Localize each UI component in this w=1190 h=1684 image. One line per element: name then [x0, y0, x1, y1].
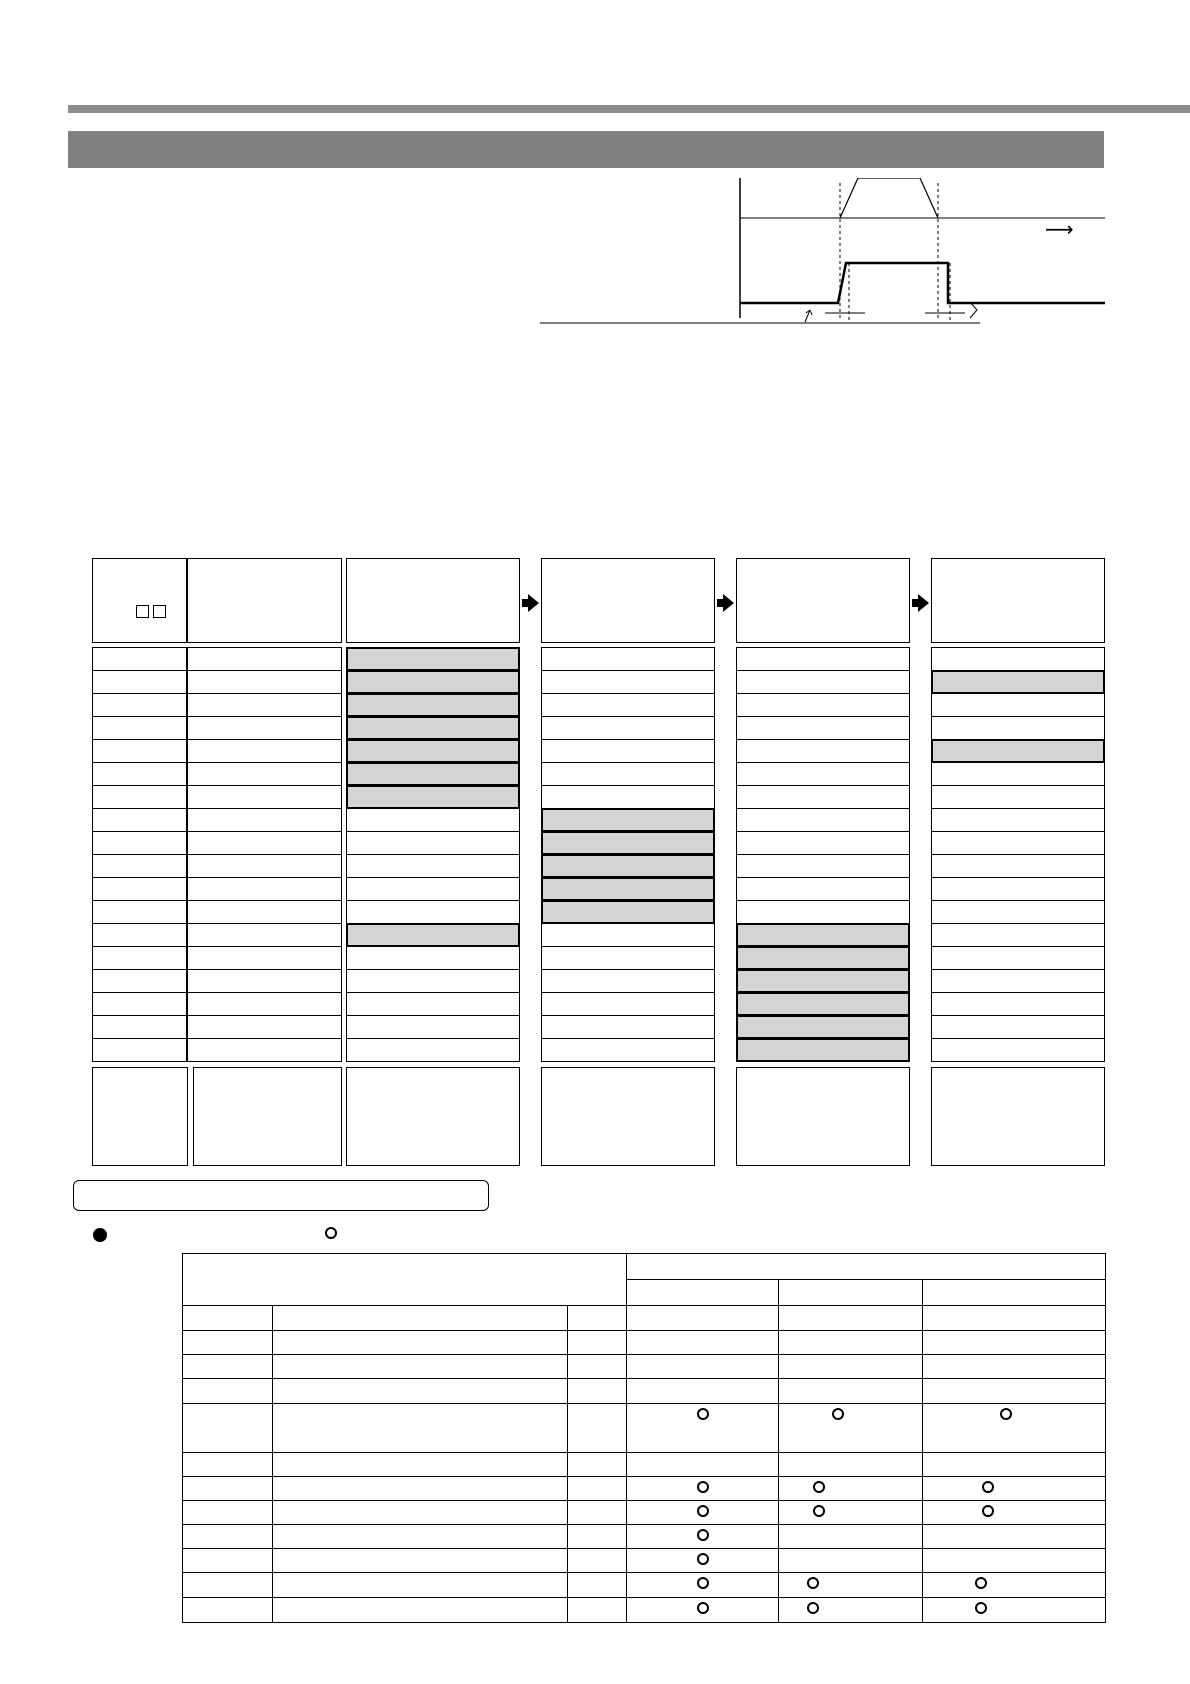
table-rule: [182, 1597, 1105, 1598]
compat-mark-icon: [832, 1408, 844, 1420]
step-cell: [346, 1038, 520, 1062]
step-cell: [541, 808, 715, 832]
item-cell: [187, 693, 342, 717]
row-number-cell: [92, 854, 187, 878]
section-title-bar: [68, 131, 1104, 168]
table-rule: [567, 1305, 568, 1623]
step-cell: [346, 716, 520, 740]
table-rule: [182, 1572, 1105, 1573]
table-rule: [182, 1354, 1105, 1355]
row-number-cell: [92, 946, 187, 970]
step-cell: [346, 647, 520, 671]
step-cell: [541, 923, 715, 947]
step-cell: [541, 969, 715, 993]
compat-mark-icon: [982, 1505, 994, 1517]
step-cell: [346, 693, 520, 717]
step-cell: [541, 992, 715, 1016]
row-number-cell: [92, 762, 187, 786]
placeholder-box: [136, 605, 149, 618]
row-number-cell: [92, 785, 187, 809]
step-cell: [931, 693, 1105, 717]
footer-cell: [346, 1067, 520, 1166]
step-cell: [931, 992, 1105, 1016]
step-cell: [346, 1015, 520, 1039]
step-cell: [346, 854, 520, 878]
step-cell: [736, 647, 910, 671]
step-cell: [931, 647, 1105, 671]
row-number-cell: [92, 831, 187, 855]
table-rule: [182, 1524, 1105, 1525]
row-number-cell: [92, 739, 187, 763]
step-cell: [931, 739, 1105, 763]
row-number-cell: [92, 670, 187, 694]
step-cell: [931, 762, 1105, 786]
step-cell: [346, 785, 520, 809]
table-rule: [182, 1330, 1105, 1331]
footer-cell: [193, 1067, 342, 1166]
step-cell: [541, 739, 715, 763]
item-cell: [187, 923, 342, 947]
step-cell: [541, 900, 715, 924]
step-cell: [346, 877, 520, 901]
compat-mark-icon: [697, 1505, 709, 1517]
item-cell: [187, 785, 342, 809]
step-cell: [931, 1038, 1105, 1062]
step-cell: [931, 1015, 1105, 1039]
placeholder-box: [153, 605, 166, 618]
step-cell: [931, 923, 1105, 947]
step-cell: [931, 900, 1105, 924]
row-number-cell: [92, 877, 187, 901]
step-cell: [541, 1015, 715, 1039]
compat-mark-icon: [975, 1602, 987, 1614]
step-cell: [346, 739, 520, 763]
step-cell: [541, 693, 715, 717]
item-cell: [187, 647, 342, 671]
item-cell: [187, 877, 342, 901]
table-header-shade: [183, 1254, 1105, 1330]
item-cell: [187, 946, 342, 970]
step-cell: [931, 670, 1105, 694]
footer-cell: [541, 1067, 715, 1166]
step-arrow-icon: [918, 594, 929, 612]
table-rule: [182, 1305, 1105, 1306]
table-rule: [182, 1253, 1105, 1254]
compat-mark-icon: [697, 1602, 709, 1614]
table-rule: [182, 1253, 183, 1623]
compat-mark-icon: [1000, 1408, 1012, 1420]
item-cell: [187, 670, 342, 694]
step-cell: [736, 1038, 910, 1062]
compat-mark-icon: [982, 1481, 994, 1493]
step-cell: [541, 831, 715, 855]
step-cell: [736, 693, 910, 717]
item-cell: [187, 716, 342, 740]
row-number-cell: [92, 923, 187, 947]
step-cell: [346, 992, 520, 1016]
step-cell: [736, 670, 910, 694]
step-1-header: [346, 558, 520, 643]
table-rule: [182, 1622, 1105, 1623]
step-cell: [346, 762, 520, 786]
item-header: [187, 558, 342, 643]
step-cell: [346, 670, 520, 694]
table-rule: [626, 1279, 1105, 1280]
step-cell: [541, 1038, 715, 1062]
step-cell: [541, 647, 715, 671]
step-cell: [931, 854, 1105, 878]
item-cell: [187, 808, 342, 832]
step-cell: [346, 969, 520, 993]
compat-mark-icon: [807, 1602, 819, 1614]
step-cell: [736, 946, 910, 970]
table-rule: [778, 1279, 779, 1623]
table-rule: [626, 1253, 627, 1623]
step-cell: [541, 762, 715, 786]
row-number-cell: [92, 1038, 187, 1062]
item-cell: [187, 831, 342, 855]
step-3-header: [736, 558, 910, 643]
step-cell: [736, 877, 910, 901]
time-arrow: ⟶: [1045, 217, 1074, 241]
step-cell: [931, 946, 1105, 970]
step-cell: [931, 808, 1105, 832]
table-rule: [182, 1403, 1105, 1404]
row-number-cell: [92, 992, 187, 1016]
step-cell: [346, 946, 520, 970]
row-number-cell: [92, 647, 187, 671]
table-rule: [182, 1378, 1105, 1379]
step-cell: [931, 785, 1105, 809]
step-cell: [736, 1015, 910, 1039]
table-rule: [182, 1452, 1105, 1453]
step-cell: [541, 946, 715, 970]
step-2-header: [541, 558, 715, 643]
item-cell: [187, 1015, 342, 1039]
step-cell: [736, 969, 910, 993]
step-cell: [736, 900, 910, 924]
compat-mark-icon: [813, 1505, 825, 1517]
footer-cell: [931, 1067, 1105, 1166]
item-cell: [187, 739, 342, 763]
step-cell: [736, 762, 910, 786]
compat-mark-icon: [807, 1577, 819, 1589]
row-number-header: [92, 558, 187, 643]
step-cell: [736, 923, 910, 947]
table-rule: [182, 1476, 1105, 1477]
step-cell: [541, 716, 715, 740]
compat-mark-icon: [697, 1553, 709, 1565]
row-number-cell: [92, 716, 187, 740]
step-cell: [736, 992, 910, 1016]
compat-mark-icon: [697, 1577, 709, 1589]
compat-mark-icon: [697, 1529, 709, 1541]
step-cell: [736, 739, 910, 763]
table-rule: [272, 1305, 273, 1623]
item-cell: [187, 969, 342, 993]
open-marker-icon: [325, 1227, 337, 1239]
step-cell: [541, 670, 715, 694]
step-cell: [346, 831, 520, 855]
row-number-cell: [92, 1015, 187, 1039]
table-rule: [182, 1548, 1105, 1549]
item-cell: [187, 762, 342, 786]
step-cell: [931, 831, 1105, 855]
filled-marker-icon: [93, 1228, 107, 1242]
compat-mark-icon: [697, 1408, 709, 1420]
header-rule: [68, 105, 1190, 113]
row-number-cell: [92, 693, 187, 717]
footer-cell: [92, 1067, 188, 1166]
step-cell: [541, 877, 715, 901]
step-cell: [931, 716, 1105, 740]
item-cell: [187, 854, 342, 878]
step-cell: [346, 923, 520, 947]
step-cell: [736, 808, 910, 832]
step-cell: [736, 831, 910, 855]
row-number-cell: [92, 969, 187, 993]
step-cell: [346, 900, 520, 924]
step-cell: [736, 785, 910, 809]
item-cell: [187, 992, 342, 1016]
step-arrow-icon: [723, 594, 734, 612]
step-cell: [346, 808, 520, 832]
note-label-box: [73, 1180, 489, 1211]
row-number-cell: [92, 900, 187, 924]
compat-mark-icon: [813, 1481, 825, 1493]
step-arrow-icon: [528, 594, 539, 612]
item-cell: [187, 1038, 342, 1062]
compat-mark-icon: [975, 1577, 987, 1589]
table-rule: [1105, 1253, 1106, 1623]
item-cell: [187, 900, 342, 924]
step-cell: [541, 785, 715, 809]
step-cell: [931, 969, 1105, 993]
table-rule: [922, 1279, 923, 1623]
step-cell: [541, 854, 715, 878]
step-cell: [736, 716, 910, 740]
step-4-header: [931, 558, 1105, 643]
timing-chart: [540, 178, 1110, 330]
row-number-cell: [92, 808, 187, 832]
step-cell: [736, 854, 910, 878]
compat-mark-icon: [697, 1481, 709, 1493]
step-cell: [931, 877, 1105, 901]
table-rule: [182, 1500, 1105, 1501]
footer-cell: [736, 1067, 910, 1166]
